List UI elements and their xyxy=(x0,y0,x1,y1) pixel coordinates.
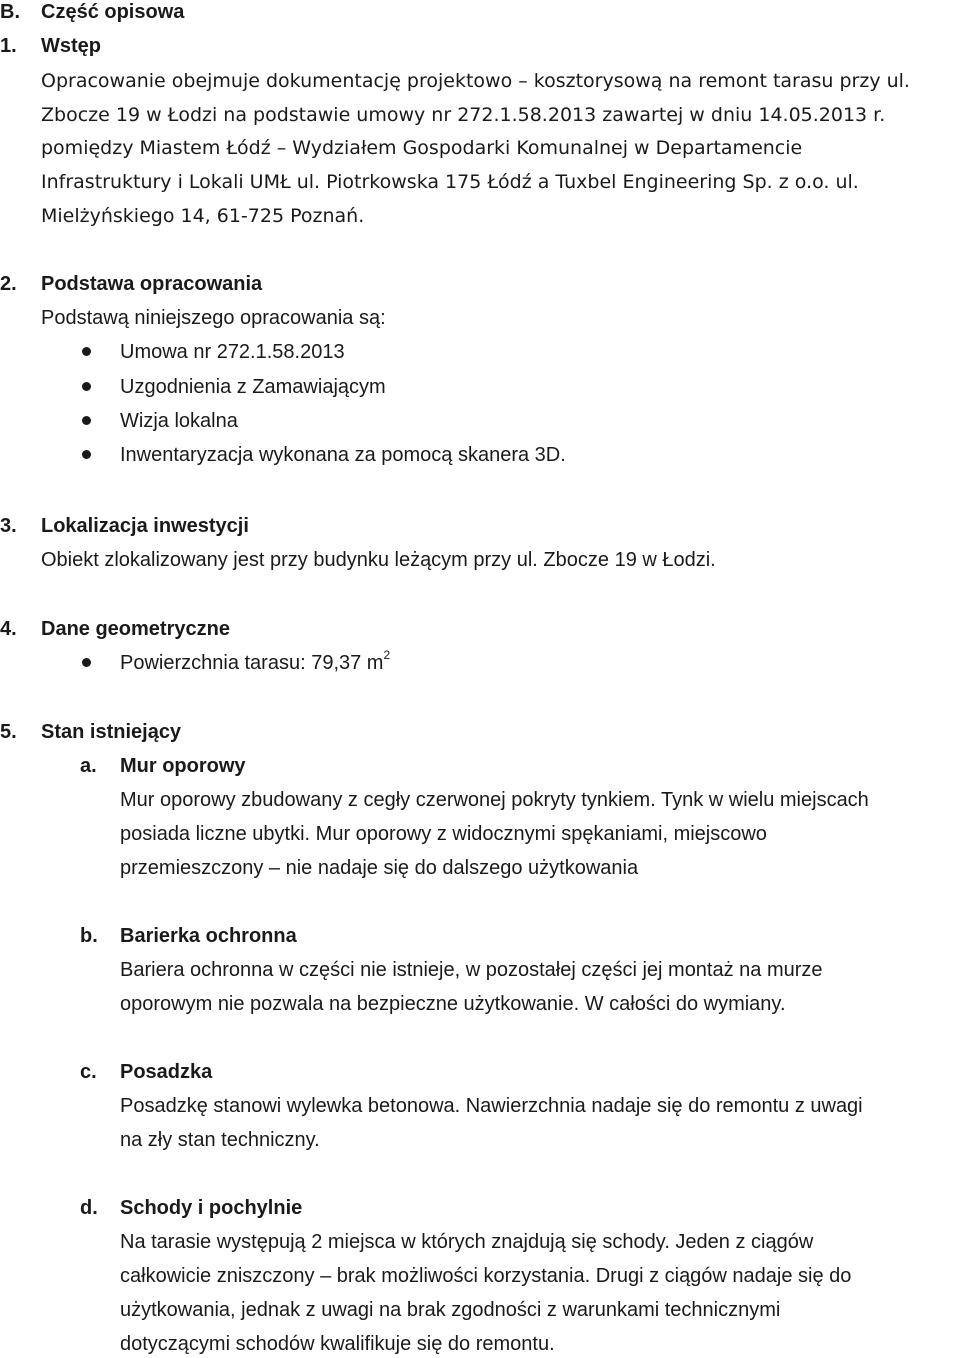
subsection-letter: d. xyxy=(80,1197,98,1219)
paragraph-line: Opracowanie obejmuje dokumentację projektowo – kosztorysową na remont tarasu przy ul. xyxy=(41,70,910,92)
subsection-title: Posadzka xyxy=(120,1061,213,1083)
section-number: 4. xyxy=(0,618,17,640)
list-item: Umowa nr 272.1.58.2013 xyxy=(120,341,345,363)
paragraph-line: pomiędzy Miastem Łódź – Wydziałem Gospodarki Komunalnej w Departamencie xyxy=(41,137,803,159)
paragraph-line: dotyczącymi schodów kwalifikuje się do remontu. xyxy=(120,1333,555,1355)
list-item: Wizja lokalna xyxy=(120,410,238,432)
part-title: Część opisowa xyxy=(41,1,185,23)
section-intro: Podstawą niniejszego opracowania są: xyxy=(41,307,386,329)
section-title: Podstawa opracowania xyxy=(41,273,263,295)
bullet-icon xyxy=(82,347,91,356)
superscript: 2 xyxy=(383,648,391,662)
paragraph-line: Bariera ochronna w części nie istnieje, w pozostałej części jej montaż na murze xyxy=(120,959,823,981)
section-title: Lokalizacja inwestycji xyxy=(41,515,249,537)
bullet-icon xyxy=(82,450,91,459)
section-title: Stan istniejący xyxy=(41,721,182,743)
section-number: 5. xyxy=(0,721,17,743)
subsection-letter: c. xyxy=(80,1061,97,1083)
paragraph-line: całkowicie zniszczony – brak możliwości korzystania. Drugi z ciągów nadaje się do xyxy=(120,1265,852,1287)
bullet-icon xyxy=(82,658,91,667)
subsection-letter: a. xyxy=(80,755,97,777)
subsection-heading xyxy=(80,754,246,778)
paragraph-line: użytkowania, jednak z uwagi na brak zgodności z warunkami technicznymi xyxy=(120,1299,781,1321)
section-title: Dane geometryczne xyxy=(41,618,230,640)
paragraph-line: na zły stan techniczny. xyxy=(120,1129,320,1151)
subsection-heading xyxy=(80,1060,213,1084)
paragraph-line: Na tarasie występują 2 miejsca w których znajdują się schody. Jeden z ciągów xyxy=(120,1231,814,1253)
section-number: 3. xyxy=(0,515,17,537)
section-number: 2. xyxy=(0,273,17,295)
subsection-title: Schody i pochylnie xyxy=(120,1197,303,1219)
paragraph-line: przemieszczony – nie nadaje się do dalszego użytkowania xyxy=(120,857,639,879)
paragraph-line: Obiekt zlokalizowany jest przy budynku leżącym przy ul. Zbocze 19 w Łodzi. xyxy=(41,549,716,571)
bullet-icon xyxy=(82,382,91,391)
list-item xyxy=(120,648,391,677)
section-title: Wstęp xyxy=(41,35,101,57)
area-text: Powierzchnia tarasu: 79,37 m xyxy=(120,652,384,674)
bullet-icon xyxy=(82,416,91,425)
subsection-letter: b. xyxy=(80,925,98,947)
part-label: B. xyxy=(0,1,20,23)
subsection-title: Barierka ochronna xyxy=(120,925,297,947)
subsection-title: Mur oporowy xyxy=(120,755,246,777)
paragraph-line: posiada liczne ubytki. Mur oporowy z widocznymi spękaniami, miejscowo xyxy=(120,823,767,845)
paragraph-line: Zbocze 19 w Łodzi na podstawie umowy nr 272.1.58.2013 zawartej w dniu 14.05.2013 r. xyxy=(41,104,886,126)
subsection-heading xyxy=(80,1196,303,1220)
paragraph-line: Mur oporowy zbudowany z cegły czerwonej pokryty tynkiem. Tynk w wielu miejscach xyxy=(120,789,869,811)
paragraph-line: Posadzkę stanowi wylewka betonowa. Nawierzchnia nadaje się do remontu z uwagi xyxy=(120,1095,863,1117)
paragraph-line: oporowym nie pozwala na bezpieczne użytkowanie. W całości do wymiany. xyxy=(120,993,786,1015)
paragraph-line: Infrastruktury i Lokali UMŁ ul. Piotrkowska 175 Łódź a Tuxbel Engineering Sp. z o.o. ul. xyxy=(41,171,859,193)
section-number: 1. xyxy=(0,35,17,57)
list-item: Inwentaryzacja wykonana za pomocą skanera 3D. xyxy=(120,444,566,466)
paragraph-line: Mielżyńskiego 14, 61-725 Poznań. xyxy=(41,205,365,227)
list-item: Uzgodnienia z Zamawiającym xyxy=(120,376,386,398)
subsection-heading xyxy=(80,924,297,948)
